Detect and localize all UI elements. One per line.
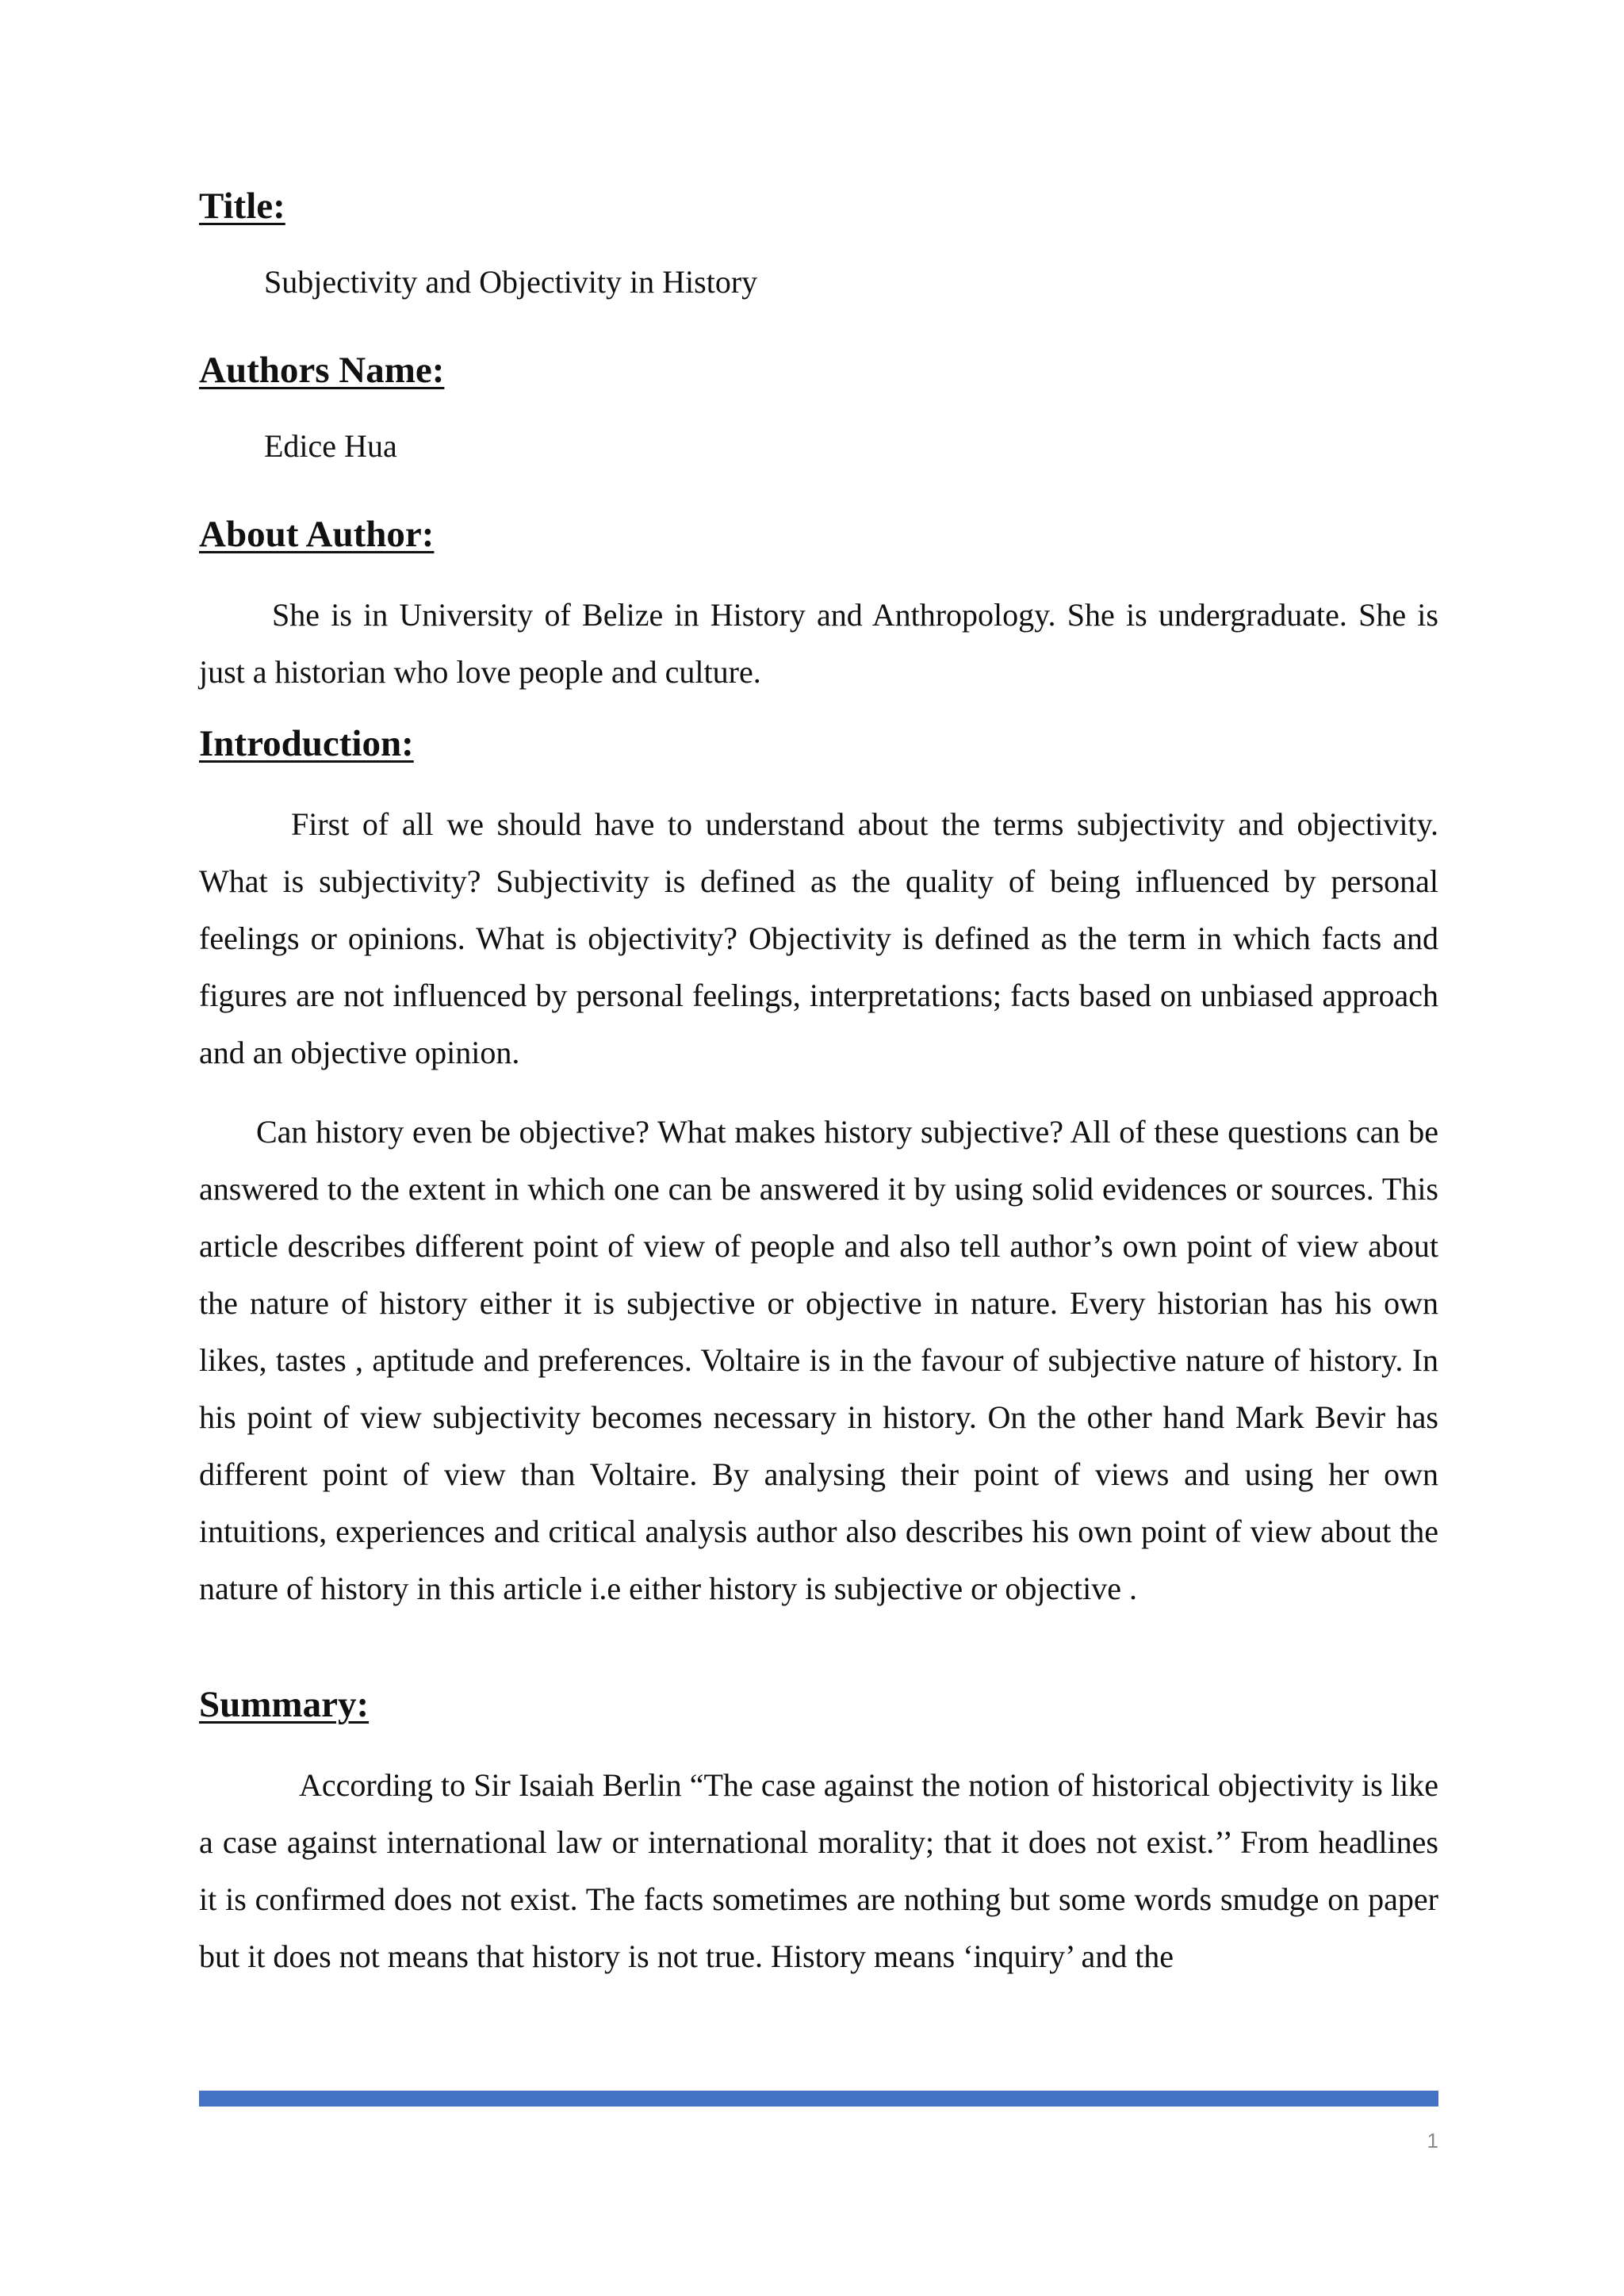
title-heading: Title: xyxy=(199,186,285,227)
authors-heading: Authors Name: xyxy=(199,350,445,391)
summary-heading: Summary: xyxy=(199,1684,370,1725)
document-body xyxy=(199,182,1438,1985)
about-author-text: She is in University of Belize in History and Anthropology. She is undergraduate. She is just a historian who love people and culture. xyxy=(199,597,1438,690)
article-title: Subjectivity and Objectivity in History xyxy=(264,264,758,300)
page-number: 1 xyxy=(1427,2129,1438,2152)
introduction-heading: Introduction: xyxy=(199,723,414,764)
about-author-heading: About Author: xyxy=(199,514,435,555)
author-name: Edice Hua xyxy=(264,428,397,464)
summary-paragraph-1: According to Sir Isaiah Berlin “The case against the notion of historical objectivity is like a case against international law or international morality; that it does not exist.’’ From headlines it is confirmed does not exist. The facts sometimes are nothing but some words smudge on paper but it does not means that history is not true. History means ‘inquiry’ and the xyxy=(199,1767,1438,1974)
introduction-paragraph-1: First of all we should have to understand about the terms subjectivity and objectivity. What is subjectivity? Subjectivity is defined as the quality of being influenced by personal feelings or opinions. What is objectivity? Objectivity is defined as the term in which facts and figures are not influenced by personal feelings, interpretations; facts based on unbiased approach and an objective opinion. xyxy=(199,806,1438,1070)
introduction-paragraph-2: Can history even be objective? What makes history subjective? All of these questions can be answered to the extent in which one can be answered it by using solid evidences or sources. This article describes different point of view of people and also tell author’s own point of view about the nature of history either it is subjective or objective in nature. Every historian has his own likes, tastes , aptitude and preferences. Voltaire is in the favour of subjective nature of history. In his point of view subjectivity becomes necessary in history. On the other hand Mark Bevir has different point of view than Voltaire. By analysing their point of views and using her own intuitions, experiences and critical analysis author also describes his own point of view about the nature of history in this article i.e either history is subjective or objective . xyxy=(199,1114,1438,1606)
footer-rule xyxy=(199,2091,1438,2107)
